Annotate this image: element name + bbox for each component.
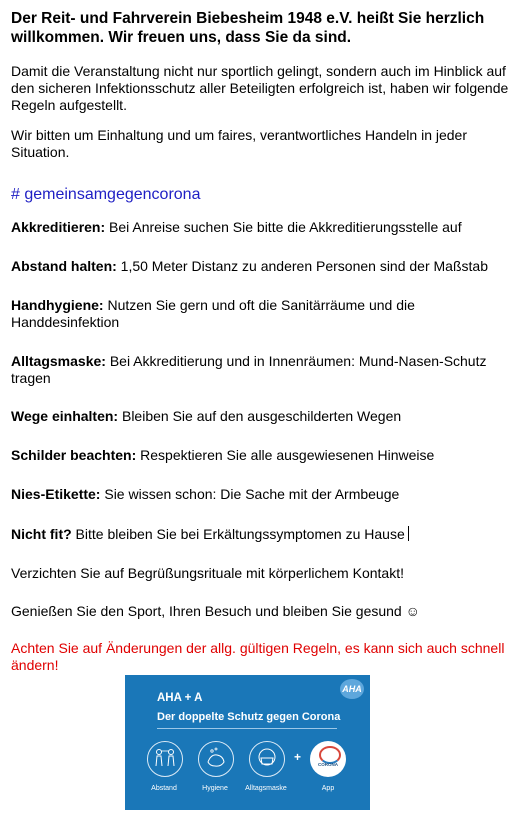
banner-subtitle: Der doppelte Schutz gegen Corona	[157, 711, 341, 723]
rule-nies	[11, 486, 511, 503]
corona-app-icon	[310, 741, 346, 777]
rule-label: Schilder beachten:	[11, 447, 137, 463]
distance-icon	[147, 741, 183, 777]
rule-label: Alltagsmaske:	[11, 353, 106, 369]
rule-label: Wege einhalten:	[11, 408, 119, 424]
rule-text: Nutzen Sie gern und oft die Sanitärräume und die Handdesinfektion	[11, 297, 415, 330]
rule-text: Sie wissen schon: Die Sache mit der Armbeuge	[100, 486, 400, 502]
mask-icon	[249, 741, 285, 777]
welcome-heading: Der Reit- und Fahrverein Biebesheim 1948 e.V. heißt Sie herzlich willkommen. Wir freuen uns, dass Sie da sind.	[11, 10, 485, 46]
icon-label-alltagsmaske: Alltagsmaske	[245, 785, 287, 792]
hashtag-line: # gemeinsamgegencorona	[11, 186, 201, 203]
document	[11, 9, 513, 673]
rule-alltagsmaske	[11, 353, 511, 387]
rule-abstand	[11, 258, 511, 275]
icon-label-hygiene: Hygiene	[202, 785, 228, 792]
rule-handhygiene	[11, 297, 511, 331]
rule-wege	[11, 408, 511, 425]
rule-text: Respektieren Sie alle ausgewiesenen Hinweise	[136, 447, 435, 463]
aha-banner-image	[125, 675, 370, 810]
rule-text: Bei Anreise suchen Sie bitte die Akkreditierungsstelle auf	[105, 219, 462, 235]
distance-icon-graphic	[148, 742, 182, 776]
text-cursor	[408, 526, 409, 541]
rule-text: Bleiben Sie auf den ausgeschilderten Wegen	[118, 408, 402, 424]
rule-nicht-fit	[11, 526, 511, 543]
aha-speech-bubble-icon: AHA	[340, 679, 364, 699]
rule-akkreditieren	[11, 219, 511, 236]
rule-schilder	[11, 447, 511, 464]
corona-app-name: CORONA	[318, 762, 338, 767]
plus-sign: +	[294, 750, 302, 764]
icon-label-app: App	[321, 785, 335, 792]
request-paragraph: Wir bitten um Einhaltung und um faires, verantwortliches Handeln in jeder Situation.	[11, 127, 468, 160]
rule-label: Handhygiene:	[11, 297, 104, 313]
banner-title: AHA + A	[157, 692, 203, 704]
enjoy-line: Genießen Sie den Sport, Ihren Besuch und bleiben Sie gesund ☺	[11, 603, 420, 619]
handwash-icon	[198, 741, 234, 777]
intro-paragraph: Damit die Veranstaltung nicht nur sportlich gelingt, sondern auch im Hinblick auf den sicheren Infektionsschutz aller Beteiligten erfolgreich ist, haben wir folgende Regeln aufgestellt.	[11, 63, 509, 113]
rule-text: Bei Akkreditierung und in Innenräumen: Mund-Nasen-Schutz tragen	[11, 353, 487, 386]
rule-label: Akkreditieren:	[11, 219, 106, 235]
greeting-note: Verzichten Sie auf Begrüßungsrituale mit körperlichem Kontakt!	[11, 565, 404, 581]
mask-icon-graphic	[250, 742, 284, 776]
rule-label: Nicht fit?	[11, 526, 72, 542]
rule-label: Abstand halten:	[11, 258, 117, 274]
handwash-icon-graphic	[199, 742, 233, 776]
warning-line: Achten Sie auf Änderungen der allg. gültigen Regeln, es kann sich auch schnell ändern!	[11, 640, 505, 673]
rule-text: 1,50 Meter Distanz zu anderen Personen sind der Maßstab	[116, 258, 488, 274]
rule-label: Nies-Etikette:	[11, 486, 101, 502]
banner-divider	[157, 728, 337, 729]
icon-label-abstand: Abstand	[151, 785, 177, 792]
rule-text: Bitte bleiben Sie bei Erkältungssymptomen zu Hause	[71, 526, 405, 542]
